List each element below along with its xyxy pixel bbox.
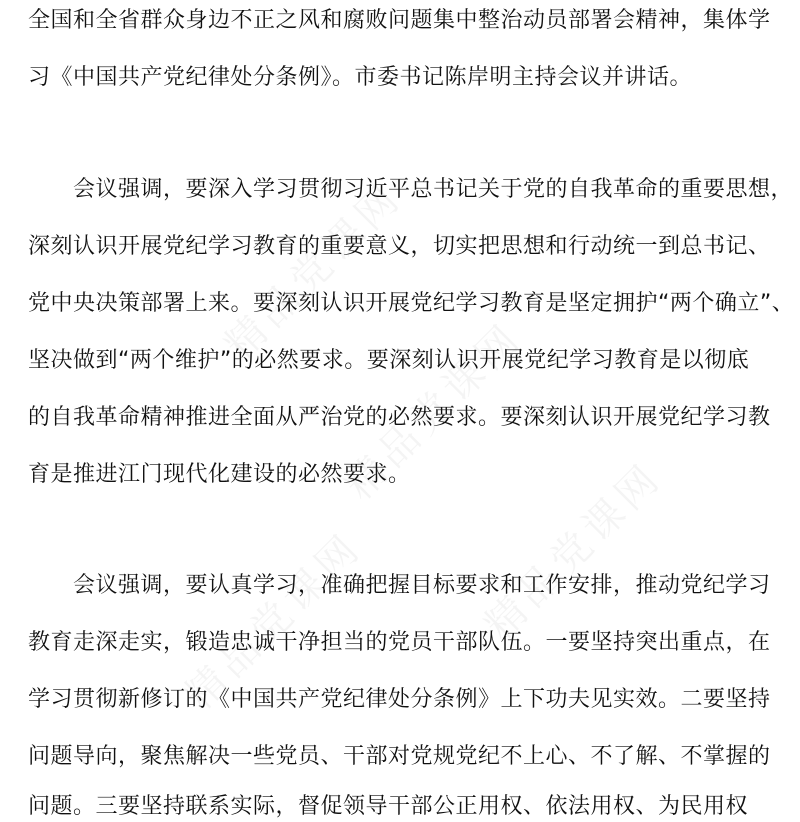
paragraph-line: 教育走深走实，锻造忠诚干净担当的党员干部队伍。一要坚持突出重点，在 <box>28 630 771 655</box>
paragraph-line: 的自我革命精神推进全面从严治党的必然要求。要深刻认识开展党纪学习教 <box>28 405 771 430</box>
paragraph-line: 全国和全省群众身边不正之风和腐败问题集中整治动员部署会精神，集体学 <box>28 8 771 33</box>
paragraph-line: 问题导向，聚焦解决一些党员、干部对党规党纪不上心、不了解、不掌握的 <box>28 744 771 769</box>
paragraph-line: 坚决做到“两个维护”的必然要求。要深刻认识开展党纪学习教育是以彻底 <box>28 348 750 373</box>
paragraph-line: 会议强调，要深入学习贯彻习近平总书记关于党的自我革命的重要思想， <box>28 177 794 202</box>
paragraph-line: 深刻认识开展党纪学习教育的重要意义，切实把思想和行动统一到总书记、 <box>28 234 771 259</box>
paragraph-line: 习《中国共产党纪律处分条例》。市委书记陈岸明主持会议并讲话。 <box>28 65 693 90</box>
paragraph-line: 问题。三要坚持联系实际，督促领导干部公正用权、依法用权、为民用权 <box>28 794 749 819</box>
paragraph-line: 学习贯彻新修订的《中国共产党纪律处分条例》上下功夫见实效。二要坚持 <box>28 687 771 712</box>
paragraph-line: 育是推进江门现代化建设的必然要求。 <box>28 462 411 487</box>
paragraph-line: 会议强调，要认真学习，准确把握目标要求和工作安排，推动党纪学习 <box>28 573 771 598</box>
paragraph-line: 党中央决策部署上来。要深刻认识开展党纪学习教育是坚定拥护“两个确立”、 <box>28 291 795 316</box>
